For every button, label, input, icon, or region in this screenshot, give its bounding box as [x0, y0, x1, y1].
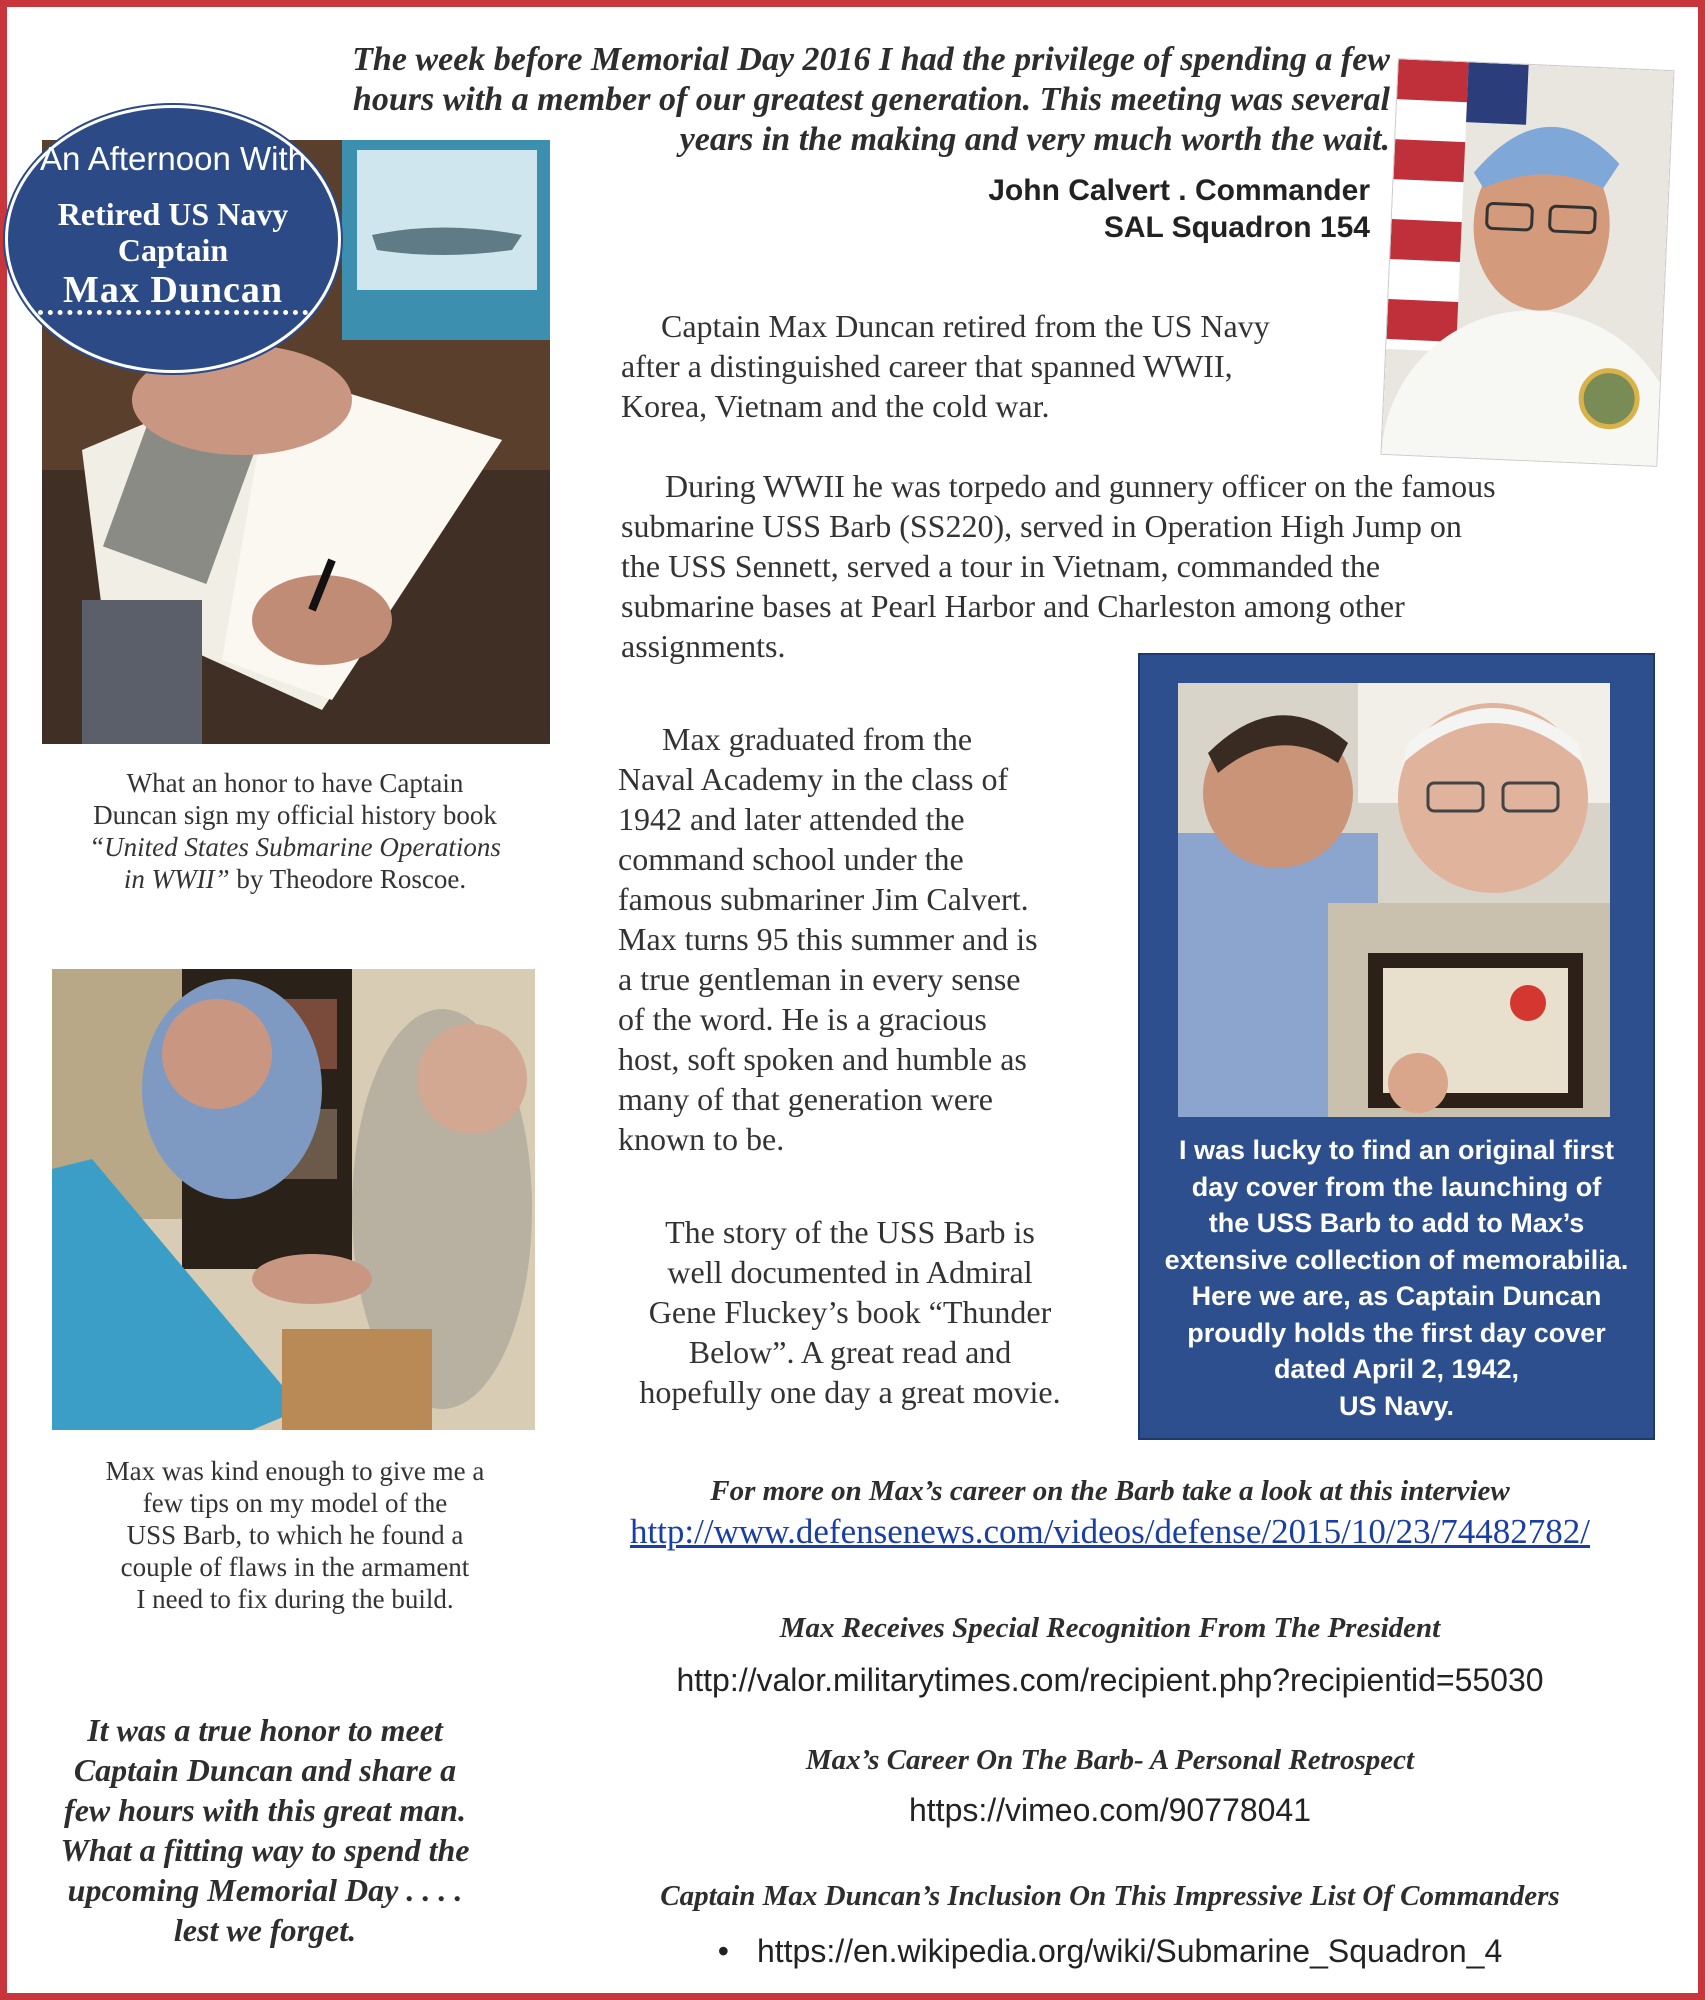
caption-book-signing [40, 767, 550, 895]
paragraph-line: famous submariner Jim Calvert. [618, 881, 1029, 917]
paragraph-line: Korea, Vietnam and the cold war. [621, 388, 1050, 424]
panel-line: US Navy. [1338, 1390, 1455, 1421]
retrospect-url[interactable]: https://vimeo.com/90778041 [908, 1792, 1311, 1828]
paragraph-line: Below”. A great read and [688, 1334, 1012, 1370]
first-day-cover-text [1140, 1132, 1653, 1424]
paragraph-line: 1942 and later attended the [618, 801, 965, 837]
photo-first-day-cover [1178, 683, 1610, 1117]
caption-line: Duncan sign my official history book [93, 800, 497, 830]
caption-book-title: in WWII” [123, 864, 230, 894]
paragraph-line: submarine USS Barb (SS220), served in Operation High Jump on [621, 508, 1462, 544]
paragraph-line: Max graduated from the [662, 721, 973, 757]
commanders-link-row [540, 1933, 1680, 1970]
paragraph-line: Naval Academy in the class of [618, 761, 1009, 797]
paragraph-line: well documented in Admiral [667, 1254, 1033, 1290]
author-squadron: SAL Squadron 154 [1103, 211, 1370, 244]
closing-line: It was a true honor to meet [87, 1712, 443, 1748]
badge-line-4: Max Duncan [62, 269, 284, 311]
commanders-heading: Captain Max Duncan’s Inclusion On This Impressive List Of Commanders [660, 1880, 1560, 1912]
caption-line [40, 863, 550, 895]
closing-line: lest we forget. [173, 1912, 357, 1948]
caption-line: Max was kind enough to give me a [105, 1456, 485, 1486]
paragraph-line: Max turns 95 this summer and is [618, 921, 1038, 957]
caption-line: USS Barb, to which he found a [126, 1520, 464, 1550]
panel-line: I was lucky to find an original first [1178, 1135, 1615, 1165]
caption-line: “United States Submarine Operations [89, 832, 501, 862]
caption-line: couple of flaws in the armament [120, 1552, 470, 1582]
title-badge [5, 105, 341, 373]
closing-line: What a fitting way to spend the [60, 1832, 470, 1868]
closing-statement [20, 1710, 510, 1950]
caption-line: What an honor to have Captain [126, 768, 464, 798]
paragraph-line: known to be. [618, 1121, 785, 1157]
paragraph-line: of the word. He is a gracious [618, 1001, 987, 1037]
paragraph-line: Gene Fluckey’s book “Thunder [648, 1294, 1052, 1330]
author-name: John Calvert . Commander [988, 174, 1370, 207]
photo-commander-portrait [1382, 59, 1674, 466]
panel-line: day cover from the launching of [1191, 1171, 1602, 1202]
badge-line-1: An Afternoon With [40, 140, 306, 177]
paragraph-line: submarine bases at Pearl Harbor and Charleston among other [621, 588, 1405, 624]
paragraph-retirement [621, 306, 1341, 426]
retrospect-heading: Max’s Career On The Barb- A Personal Retrospect [805, 1744, 1415, 1776]
paragraph-line: hopefully one day a great movie. [639, 1374, 1061, 1410]
panel-line: the USS Barb to add to Max’s [1208, 1208, 1585, 1238]
panel-line: dated April 2, 1942, [1273, 1354, 1520, 1384]
intro-line: years in the making and very much worth the wait. [679, 121, 1390, 158]
recognition-url[interactable]: http://valor.militarytimes.com/recipient.php?recipientid=55030 [676, 1662, 1544, 1698]
paragraph-wwii-service [621, 466, 1631, 666]
intro-line: hours with a member of our greatest generation. This meeting was several [352, 81, 1390, 118]
paragraph-line: the USS Sennett, served a tour in Vietnam, commanded the [621, 548, 1381, 584]
commanders-url[interactable]: https://en.wikipedia.org/wiki/Submarine_Squadron_4 [756, 1933, 1503, 1969]
caption-author: by Theodore Roscoe. [229, 864, 467, 894]
paragraph-line: During WWII he was torpedo and gunnery officer on the famous [665, 468, 1496, 504]
badge-dots [38, 310, 308, 315]
recognition-heading: Max Receives Special Recognition From The President [779, 1612, 1441, 1644]
paragraph-line: The story of the USS Barb is [665, 1214, 1035, 1250]
interview-heading: For more on Max’s career on the Barb take a look at this interview [710, 1475, 1510, 1507]
caption-line: I need to fix during the build. [136, 1584, 454, 1614]
badge-line-3: Captain [117, 232, 229, 268]
paragraph-line: Captain Max Duncan retired from the US Navy [661, 308, 1270, 344]
panel-line: proudly holds the first day cover [1187, 1317, 1606, 1348]
paragraph-line: a true gentleman in every sense [618, 961, 1021, 997]
closing-line: upcoming Memorial Day . . . . [67, 1872, 463, 1908]
bullet-icon: • [717, 1933, 729, 1969]
panel-line: extensive collection of memorabilia. [1164, 1244, 1629, 1275]
paragraph-line: assignments. [621, 628, 786, 664]
panel-line: Here we are, as Captain Duncan [1191, 1281, 1602, 1311]
interview-link[interactable]: http://www.defensenews.com/videos/defense/2015/10/23/74482782/ [629, 1512, 1591, 1551]
paragraph-academy [618, 719, 1118, 1159]
author-byline [820, 172, 1370, 246]
paragraph-line: host, soft spoken and humble as [618, 1041, 1027, 1077]
intro-line: The week before Memorial Day 2016 I had the privilege of spending a few [352, 41, 1390, 78]
closing-line: Captain Duncan and share a [73, 1752, 457, 1788]
first-day-cover-panel [1138, 653, 1655, 1440]
paragraph-line: command school under the [618, 841, 964, 877]
closing-line: few hours with this great man. [64, 1792, 466, 1828]
paragraph-line: many of that generation were [618, 1081, 993, 1117]
paragraph-line: after a distinguished career that spanned WWII, [621, 348, 1233, 384]
photo-submarine-model [52, 969, 535, 1430]
badge-line-2: Retired US Navy [57, 196, 289, 232]
caption-model [40, 1455, 550, 1615]
caption-line: few tips on my model of the [142, 1488, 448, 1518]
paragraph-uss-barb-story [600, 1212, 1100, 1412]
